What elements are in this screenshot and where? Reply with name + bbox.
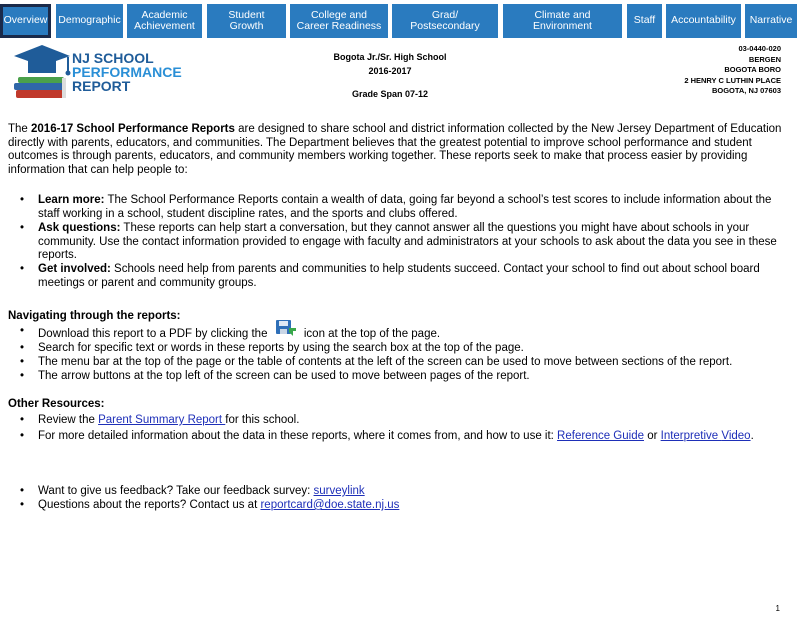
- bullet-dot: •: [20, 263, 25, 275]
- intro-post: are designed to share school and district information collected by the New Jersey Department of Education directly with parents, educators, and communities. The Department believes that the greatest potential to improve school performance and student outcomes is through parents, educators, and community members working together. These reports seek to make that process easier by providing information that can help people to:: [8, 123, 782, 177]
- nav-bar: [0, 4, 800, 38]
- nj-report-logo: [12, 42, 192, 102]
- bullet-text: The arrow buttons at the top left of the screen can be used to move between pages of the report.: [38, 370, 530, 382]
- feedback-text: Want to give us feedback? Take our feedback survey:: [38, 485, 314, 497]
- intro-bold: 2016-17 School Performance Reports: [31, 123, 235, 135]
- city-state-zip: BOGOTA, NJ 07603: [711, 86, 781, 95]
- tab-student-growth[interactable]: Student Growth: [207, 4, 286, 38]
- logo-text-line3: REPORT: [72, 78, 131, 94]
- tab-climate-environment[interactable]: Climate and Environment: [503, 4, 622, 38]
- county: BERGEN: [748, 54, 781, 64]
- bullet-dot: •: [20, 414, 25, 426]
- bullet-body: The School Performance Reports contain a wealth of data, going far beyond a school’s test scores to include information about the staff working in a school, student discipline rates, and the sports and clubs offered.: [38, 194, 772, 220]
- survey-link[interactable]: surveylink: [313, 485, 365, 497]
- tab-college-career[interactable]: College and Career Readiness: [290, 4, 388, 38]
- bullet-text: [38, 222, 786, 263]
- feedback-text: Questions about the reports? Contact us at: [38, 499, 261, 511]
- tab-accountability[interactable]: Accountability: [666, 4, 741, 38]
- tab-grad-postsecondary[interactable]: Grad/ Postsecondary: [392, 4, 498, 38]
- page-number: 1: [775, 604, 780, 613]
- reference-guide-link[interactable]: Reference Guide: [557, 430, 644, 442]
- street-address: 2 HENRY C LUTHIN PLACE: [684, 75, 781, 85]
- bullet-dot: •: [20, 356, 25, 368]
- bullet-label: Get involved:: [38, 263, 111, 275]
- resource-text: or: [644, 430, 661, 442]
- bullet-text: [38, 325, 738, 343]
- parent-summary-link[interactable]: Parent Summary Report: [98, 414, 226, 426]
- resource-text: .: [750, 430, 754, 442]
- logo-text-line1: NJ SCHOOL: [72, 50, 154, 66]
- logo-text-line2: PERFORMANCE: [72, 64, 182, 80]
- intro-pre: The: [8, 123, 32, 135]
- bullet-text: [38, 414, 778, 428]
- bullet-text: [38, 430, 782, 444]
- resource-text: For more detailed information about the data in these reports, where it comes from, and how to use it:: [38, 430, 558, 442]
- tab-academic-achievement[interactable]: Academic Achievement: [127, 4, 202, 38]
- bullet-dot: •: [20, 485, 25, 497]
- bullet-dot: •: [20, 222, 25, 234]
- tab-staff[interactable]: Staff: [627, 4, 662, 38]
- bullet-dot: •: [20, 194, 25, 206]
- grade-span: Grade Span 07-12: [351, 89, 429, 99]
- bullet-text: [38, 194, 778, 221]
- school-year: 2016-2017: [368, 66, 412, 76]
- intro-paragraph: [8, 123, 784, 178]
- bullet-text: [38, 263, 778, 290]
- school-code: 03-0440-020: [738, 44, 781, 53]
- school-name: Bogota Jr./Sr. High School: [333, 52, 447, 62]
- email-link[interactable]: reportcard@doe.state.nj.us: [260, 499, 400, 511]
- resource-text: Review the: [38, 414, 99, 426]
- bullet-text: [38, 499, 778, 513]
- nav-item-text: Download this report to a PDF by clicking the: [38, 328, 268, 341]
- bullet-dot: •: [20, 370, 25, 382]
- interpretive-video-link-cont[interactable]: Video: [721, 430, 751, 442]
- tab-narrative[interactable]: Narrative: [745, 4, 797, 38]
- district: BOGOTA BORO: [724, 65, 781, 74]
- resource-text: for this school.: [225, 414, 300, 426]
- bullet-text: Search for specific text or words in these reports by using the search box at the top of the page.: [38, 342, 524, 354]
- other-resources-heading: Other Resources:: [8, 398, 105, 410]
- bullet-body: These reports can help start a conversation, but they cannot answer all the questions you might have about schools in your community. Use the contact information provided to engage with faculty and administrators at your schools to ask about the data you see in these reports.: [38, 222, 777, 262]
- bullet-dot: •: [20, 325, 25, 337]
- bullet-dot: •: [20, 430, 25, 442]
- school-info-block: [684, 44, 781, 97]
- bullet-label: Ask questions:: [38, 222, 121, 234]
- nav-item-text: icon at the top of the page.: [303, 328, 441, 341]
- bullet-dot: •: [20, 499, 25, 511]
- tab-overview[interactable]: Overview: [0, 4, 51, 38]
- tab-demographic[interactable]: Demographic: [56, 4, 123, 38]
- bullet-dot: •: [20, 342, 25, 354]
- bullet-text: [38, 485, 778, 499]
- bullet-body: Schools need help from parents and communities to help students succeed. Contact your school to find out about school board meetings or parent and community groups.: [38, 263, 760, 289]
- bullet-text: The menu bar at the top of the page or the table of contents at the left of the screen can be used to move between sections of the report.: [38, 356, 733, 368]
- interpretive-video-link[interactable]: Interpretive: [660, 430, 722, 442]
- bullet-label: Learn more:: [38, 194, 105, 206]
- navigating-heading: Navigating through the reports:: [8, 310, 181, 322]
- save-pdf-icon[interactable]: [275, 319, 297, 337]
